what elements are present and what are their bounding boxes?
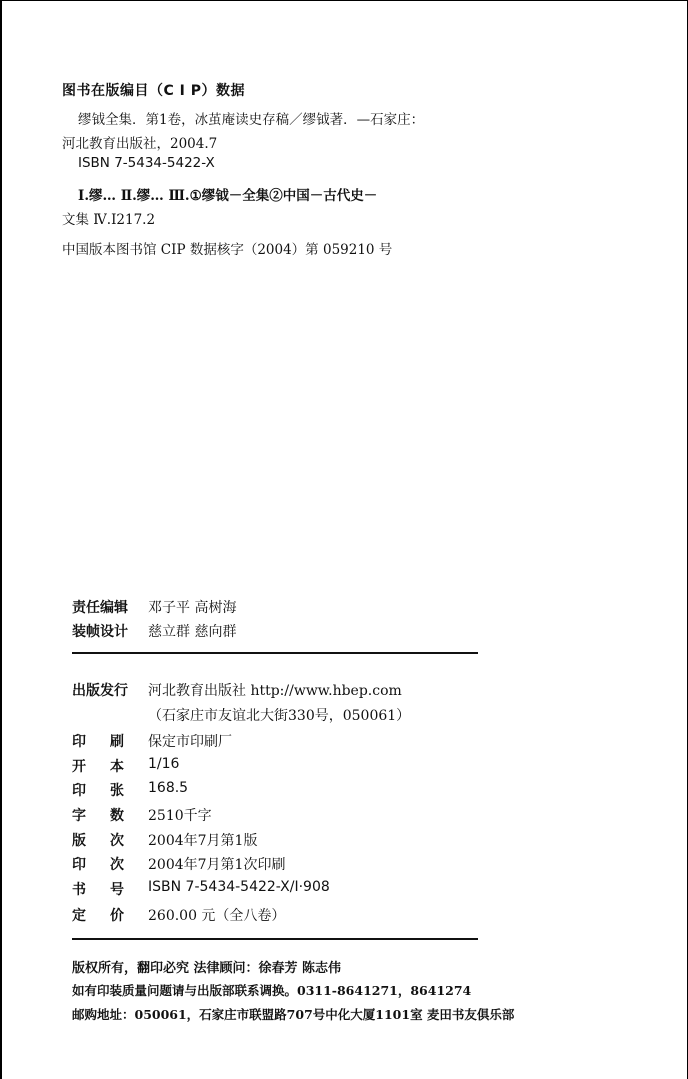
price-row: [72, 905, 285, 925]
publisher-value: 河北教育出版社 http://www.hbep.com: [148, 683, 402, 699]
cip-classification-line-2: 文集 Ⅳ.I217.2: [62, 212, 156, 228]
cip-publisher-line: 河北教育出版社，2004.7: [62, 136, 218, 152]
format-value: 1/16: [148, 756, 180, 772]
edition-row: [72, 830, 257, 850]
credit-design-row: [72, 621, 236, 641]
sheets-row: [72, 780, 188, 800]
printing-row: [72, 854, 285, 874]
words-value: 2510千字: [148, 808, 212, 824]
isbn-row: [72, 879, 330, 899]
design-label: 装帧设计: [72, 624, 128, 640]
page-left-border: [0, 0, 2, 1079]
publisher-row: [72, 680, 402, 700]
print-label: 印刷: [72, 734, 148, 750]
printing-label: 印次: [72, 857, 148, 873]
editor-names: 邓子平 高树海: [148, 600, 237, 616]
print-row: [72, 731, 232, 751]
editor-label: 责任编辑: [72, 600, 128, 616]
edition-value: 2004年7月第1版: [148, 833, 258, 849]
price-value: 260.00 元（全八卷）: [148, 908, 286, 924]
rights-notice: 版权所有，翻印必究 法律顾问：徐春芳 陈志伟: [72, 961, 342, 976]
publisher-address: （石家庄市友谊北大街330号，050061）: [148, 708, 411, 724]
cip-classification-line: Ⅰ.缪… Ⅱ.缪… Ⅲ.①缪钺－全集②中国－古代史－: [78, 188, 378, 204]
words-row: [72, 805, 212, 825]
design-names: 慈立群 慈向群: [148, 624, 237, 640]
cip-data-number: 中国版本图书馆 CIP 数据核字（2004）第 059210 号: [62, 242, 393, 258]
sheets-value: 168.5: [148, 780, 189, 796]
format-row: [72, 756, 179, 776]
print-value: 保定市印刷厂: [148, 734, 232, 750]
printing-value: 2004年7月第1次印刷: [148, 857, 286, 873]
edition-label: 版次: [72, 833, 148, 849]
quality-notice: 如有印装质量问题请与出版部联系调换。0311-8641271，8641274: [72, 983, 472, 998]
isbn-value: ISBN 7-5434-5422-X/I·908: [148, 879, 330, 895]
page-top-border: [0, 0, 688, 1]
address-row: [72, 705, 410, 725]
credit-editor-row: [72, 597, 236, 617]
isbn-label: 书号: [72, 882, 148, 898]
sheets-label: 印张: [72, 783, 148, 799]
cip-title: 图书在版编目（C I P）数据: [62, 83, 245, 99]
cip-isbn-line: ISBN 7-5434-5422-X: [78, 155, 215, 171]
format-label: 开本: [72, 759, 148, 775]
divider-top: [72, 652, 478, 654]
cip-bibliographic-line: 缪钺全集．第1卷，冰茧庵读史存稿／缪钺著．—石家庄：: [78, 112, 425, 128]
words-label: 字数: [72, 808, 148, 824]
divider-bottom: [72, 938, 478, 940]
publisher-label: 出版发行: [72, 683, 128, 699]
mail-order-address: 邮购地址：050061，石家庄市联盟路707号中化大厦1101室 麦田书友俱乐部: [72, 1007, 515, 1022]
price-label: 定价: [72, 908, 148, 924]
